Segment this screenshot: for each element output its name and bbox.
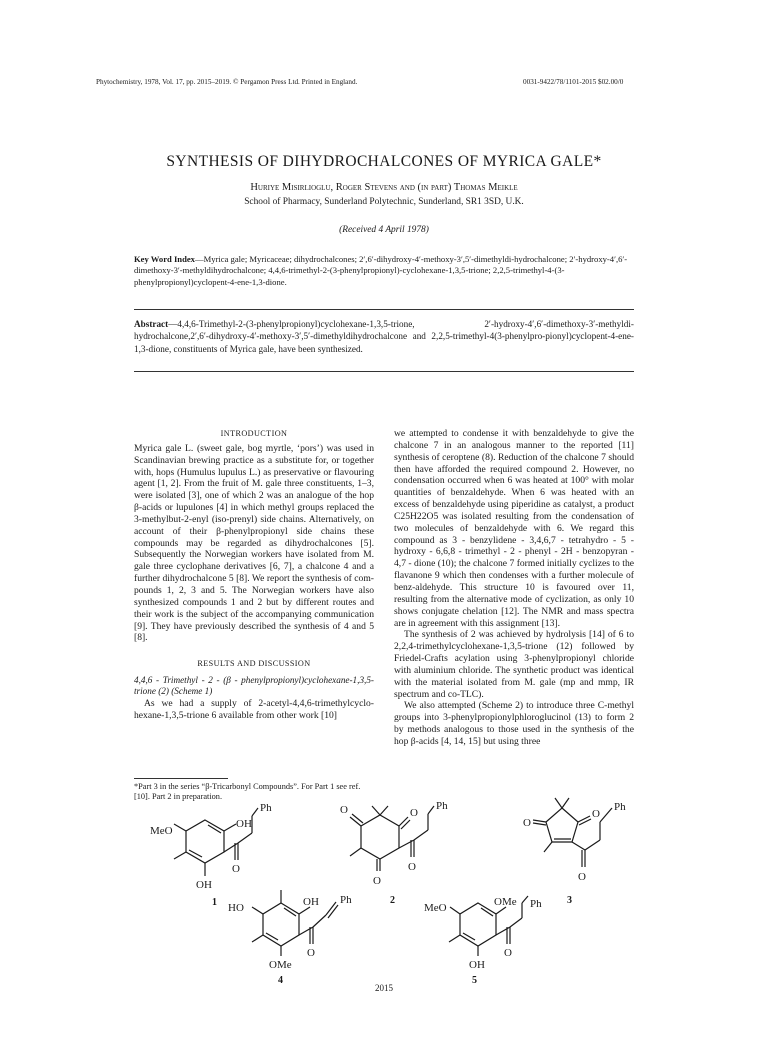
right-paragraph-1: we attempted to condense it with benzaldehyde to give the chalcone 7 in an analogous manner to the reported [11] synthesis of ceroptene (8). Reduction of the chalcone 7 should then have afforded the required compound 2. However, no condensation occurred when 6 was heated at 100° with molar quantities of benzaldehyde. When 6 was heated with an excess of benzaldehyde using piperidine as catalyst, a product C25H22O5 was isolated resulting from the condensation of two molecules of benzaldehyde with 6. We regard this compound as 3 - benzylidene - 3,4,6,7 - tetrahydro - 5 - hydroxy - 6,6,8 - trimethyl - 2 - phenyl - 2H - benzopyran - 4,7 - dione (10); the chalcone 7 formed initially cyclizes to the flavanone 9 which then condenses with a further molecule of benz-aldehyde. This structure 10 is favoured over 11, resulting from the alternative mode of cyclization, as only 10 shows conjugate chelation [12]. The NMR and mass spectra are in agreement with this assignment [13]. — [394, 428, 634, 629]
s4-ph-label: Ph — [340, 894, 352, 906]
paper-title: SYNTHESIS OF DIHYDROCHALCONES OF MYRICA GALE* — [166, 153, 602, 170]
s1-oh-bottom-label: OH — [196, 879, 212, 891]
s1-oh-label: OH — [236, 818, 252, 830]
s1-number: 1 — [212, 897, 217, 908]
abstract-text: —4,4,6-Trimethyl-2-(3-phenylpropionyl)cyclohexane-1,3,5-trione, 2′-hydroxy-4′,6′-dimethoxy-3′-methyldi-hydrochalcone,2′,6′-dihydroxy-4′-methoxy-3′,5′-dimethyldihydrochalcone and 2,2,5-trimethyl-4(3-phenylpro-pionyl)cyclopent-4-ene-1,3-dione, constituents of Myrica gale, have been synthesized. — [134, 319, 634, 354]
right-paragraph-3: We also attempted (Scheme 2) to introduce three C-methyl groups into 3-phenylpropionylphloroglucinol (13) to form 2 by methods analogous to those used in the synthesis of the hop β-acids [4, 14, 15] but using three — [394, 700, 634, 747]
s5-o-label: O — [504, 947, 512, 959]
s3-o-bottom-label: O — [578, 871, 586, 883]
results-paragraph: As we had a supply of 2-acetyl-4,4,6-trimethylcyclo-hexane-1,3,5-trione 6 available from other work [10] — [134, 697, 374, 721]
results-subheading: 4,4,6 - Trimethyl - 2 - (β - phenylpropionyl)cyclohexane-1,3,5-trione (2) (Scheme 1) — [134, 675, 374, 697]
s2-number: 2 — [390, 895, 395, 906]
s4-number: 4 — [278, 975, 283, 986]
s1-ph-label: Ph — [260, 802, 272, 814]
s2-o-right-label: O — [410, 807, 418, 819]
s2-o-left-label: O — [340, 804, 348, 816]
right-paragraph-2: The synthesis of 2 was achieved by hydrolysis [14] of 6 to 2,2,4-trimethylcyclohexane-1,3,5-trione (12) followed by Friedel-Crafts acylation using 3-phenylpropionyl chloride with aluminium chloride. The synthetic product was identical with the material isolated from M. gale (mp and mmp, IR spectrum and co-TLC). — [394, 629, 634, 700]
structure-3 — [523, 798, 626, 906]
abstract-label: Abstract — [134, 319, 169, 329]
s3-o-right-label: O — [592, 808, 600, 820]
author-list: Huriye Misirlioglu, Roger Stevens and (in part) Thomas Meikle — [250, 182, 518, 193]
affiliation: School of Pharmacy, Sunderland Polytechnic, Sunderland, SR1 3SD, U.K. — [244, 197, 524, 207]
s4-ome-label: OMe — [269, 959, 292, 971]
page-number: 2015 — [375, 983, 393, 993]
s3-o-left-label: O — [523, 817, 531, 829]
s3-ph-label: Ph — [614, 801, 626, 813]
s4-oh-label: OH — [303, 896, 319, 908]
s4-ho-label: HO — [228, 902, 244, 914]
received-date: (Received 4 April 1978) — [339, 225, 429, 235]
s2-o-bottom-label: O — [373, 875, 381, 887]
s3-number: 3 — [567, 895, 572, 906]
keyword-label: Key Word Index — [134, 254, 195, 264]
results-heading: RESULTS AND DISCUSSION — [197, 659, 311, 669]
s5-ph-label: Ph — [530, 898, 542, 910]
s5-meo-label: MeO — [424, 902, 447, 914]
keyword-text: —Myrica gale; Myricaceae; dihydrochalcones; 2′,6′-dihydroxy-4′-methoxy-3′,5′-dimethyldi-hydrochalcone; 2′-hydroxy-4′,6′-dimethoxy-3′-methyldihydrochalcone; 4,4,6-trimethyl-2-(3-phenylpropionyl)-cyclohexane-1,3,5-trione; 2,2,5-trimethyl-4-(3-phenylpropionyl)cyclopent-4-ene-1,3-dione. — [134, 254, 628, 287]
s2-ph-label: Ph — [436, 800, 448, 812]
s5-oh-label: OH — [469, 959, 485, 971]
introduction-heading: INTRODUCTION — [220, 429, 288, 438]
s5-ome-label: OMe — [494, 896, 517, 908]
structure-2 — [340, 800, 448, 906]
s1-o-label: O — [232, 863, 240, 875]
running-header-code: 0031-9422/78/1101-2015 $02.00/0 — [523, 78, 624, 86]
introduction-paragraph: Myrica gale L. (sweet gale, bog myrtle, ‘pors’) was used in Scandinavian brewing practice as a substitute for, or together with, hops (Humulus lupulus L.) as preservative or flavouring agent [1, 2]. From the fruit of M. gale three constituents, 1–3, were isolated [3], one of which 2 was an analogue of the hop β-acids or lupulones [4] in which methyl groups replaced the 3-methylbut-2-enyl (iso-prenyl) side chains. Alternatively, on account of their β-phenylpropionyl side chains these compounds may be regarded as dihydrochalcones [5]. Subsequently the Norwegian workers have isolated from M. gale three cyclophane derivatives [6, 7], a chalcone 4 and a further dihydrochalcone 5 [8]. We report the synthesis of com-pounds 1, 2, 3 and 5. The Norwegian workers have also synthesized compounds 1 and 2 but by different routes and their work is the subject of the accompanying communication [9]. They have previously described the synthesis of 4 and 5 [8]. — [134, 442, 374, 644]
footnote: *Part 3 in the series “β-Tricarbonyl Compounds”. For Part 1 see ref. [10]. Part 2 in preparation. — [134, 782, 361, 802]
structure-1 — [150, 802, 272, 908]
structure-5 — [424, 896, 542, 986]
structure-4 — [228, 890, 352, 986]
s1-meo-label: MeO — [150, 825, 173, 837]
running-header-journal: Phytochemistry, 1978, Vol. 17, pp. 2015–2019. © Pergamon Press Ltd. Printed in England. — [96, 78, 358, 86]
s4-o-label: O — [307, 947, 315, 959]
s5-number: 5 — [472, 975, 477, 986]
s2-o-side-label: O — [408, 861, 416, 873]
